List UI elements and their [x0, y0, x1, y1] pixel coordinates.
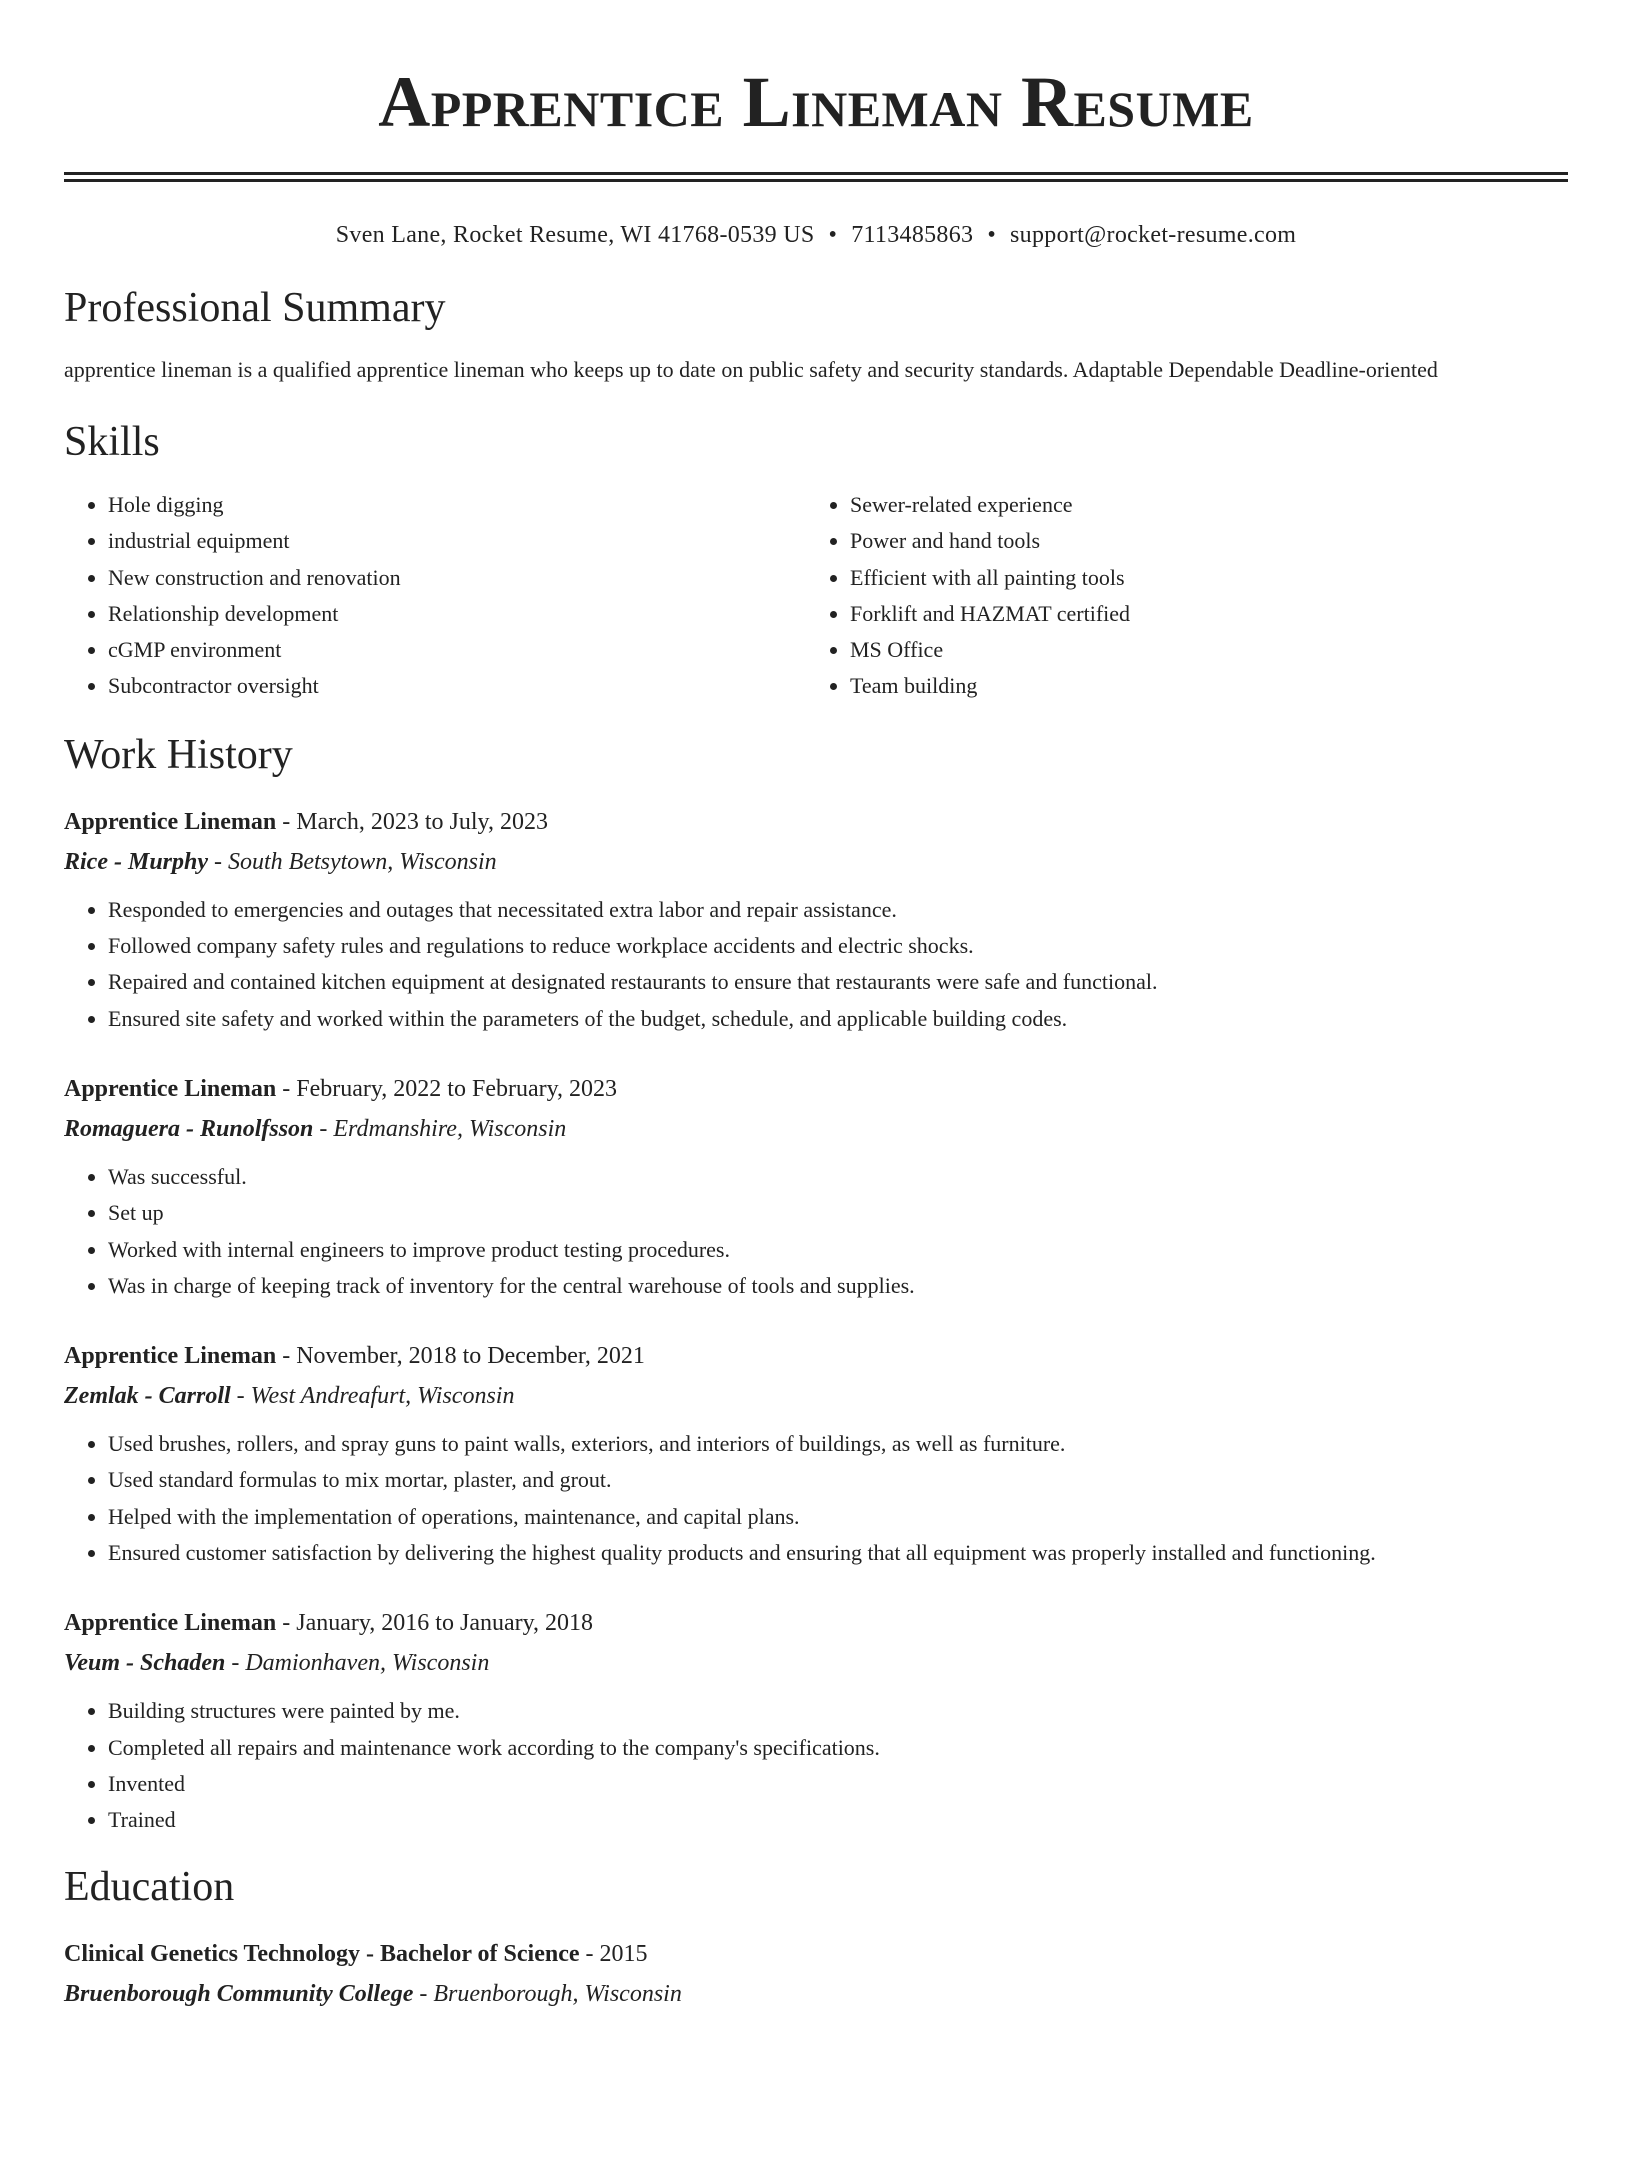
- education-degree-line: [64, 1934, 1568, 1974]
- skill-item: • industrial equipment: [108, 523, 806, 559]
- job-location: - Erdmanshire, Wisconsin: [313, 1115, 567, 1142]
- job-entry: [64, 802, 1568, 1037]
- job-company: Veum - Schaden: [64, 1650, 226, 1677]
- job-entry: [64, 1603, 1568, 1838]
- section-heading-skills: Skills: [64, 419, 160, 465]
- job-bullet: • Ensured site safety and worked within the parameters of the budget, schedule, and applicable building codes.: [108, 1001, 1568, 1037]
- contact-separator: •: [828, 222, 838, 248]
- job-bullet: • Responded to emergencies and outages that necessitated extra labor and repair assistance.: [108, 892, 1568, 928]
- job-location: - Damionhaven, Wisconsin: [225, 1650, 490, 1677]
- job-bullet: • Trained: [108, 1802, 1568, 1838]
- resume-page: [0, 62, 1632, 2014]
- resume-title: Apprentice Lineman Resume: [378, 62, 1254, 142]
- skill-item: • New construction and renovation: [108, 560, 806, 596]
- skills-list-right: [806, 487, 1548, 705]
- job-title: Apprentice Lineman: [64, 1075, 277, 1102]
- job-company-line: [64, 1643, 1568, 1683]
- summary-text: apprentice lineman is a qualified apprentice lineman who keeps up to date on public safety and security standards. Adaptable Dependable Deadline-oriented: [64, 357, 1438, 382]
- section-heading-summary: Professional Summary: [64, 285, 446, 331]
- title-double-rule: [64, 172, 1568, 182]
- job-bullet: • Completed all repairs and maintenance work according to the company's specifications.: [108, 1730, 1568, 1766]
- job-bullets: [64, 892, 1568, 1037]
- job-title: Apprentice Lineman: [64, 808, 277, 835]
- job-title: Apprentice Lineman: [64, 1343, 277, 1370]
- education-school-line: [64, 1974, 1568, 2014]
- job-bullet: • Used standard formulas to mix mortar, plaster, and grout.: [108, 1462, 1568, 1498]
- skill-item: • Forklift and HAZMAT certified: [850, 596, 1548, 632]
- job-bullet: • Was successful.: [108, 1159, 1568, 1195]
- skills-list-left: [64, 487, 806, 705]
- job-title: Apprentice Lineman: [64, 1610, 277, 1637]
- skill-item: • MS Office: [850, 632, 1548, 668]
- job-bullet: • Ensured customer satisfaction by delivering the highest quality products and ensuring that all equipment was properly installed and functioning.: [108, 1535, 1568, 1571]
- skill-item: • cGMP environment: [108, 632, 806, 668]
- skills-columns: [64, 487, 1568, 705]
- job-bullet: • Helped with the implementation of operations, maintenance, and capital plans.: [108, 1499, 1568, 1535]
- job-dates: - February, 2022 to February, 2023: [276, 1075, 618, 1102]
- contact-phone: 7113485863: [851, 222, 974, 248]
- contact-line: [64, 220, 1568, 250]
- skill-item: • Hole digging: [108, 487, 806, 523]
- skill-item: • Relationship development: [108, 596, 806, 632]
- skill-item: • Power and hand tools: [850, 523, 1548, 559]
- job-entry: [64, 1069, 1568, 1304]
- job-bullet: • Repaired and contained kitchen equipment at designated restaurants to ensure that restaurants were safe and functional.: [108, 964, 1568, 1000]
- contact-email: support@rocket-resume.com: [1010, 222, 1297, 248]
- job-bullet: • Set up: [108, 1195, 1568, 1231]
- job-bullets: [64, 1159, 1568, 1304]
- job-bullets: [64, 1426, 1568, 1571]
- job-title-line: [64, 1336, 1568, 1376]
- education-entry: [64, 1934, 1568, 2014]
- professional-summary-section: [64, 284, 1568, 388]
- section-heading-work-history: Work History: [64, 731, 293, 778]
- contact-address: Sven Lane, Rocket Resume, WI 41768-0539 US: [335, 222, 815, 248]
- skill-item: • Sewer-related experience: [850, 487, 1548, 523]
- job-bullet: • Worked with internal engineers to improve product testing procedures.: [108, 1232, 1568, 1268]
- job-bullets: [64, 1693, 1568, 1838]
- education-year: - 2015: [579, 1940, 648, 1967]
- education-degree: Clinical Genetics Technology - Bachelor of Science: [64, 1940, 580, 1967]
- job-company-line: [64, 1376, 1568, 1416]
- skill-item: • Subcontractor oversight: [108, 668, 806, 704]
- job-bullet: • Was in charge of keeping track of inventory for the central warehouse of tools and supplies.: [108, 1268, 1568, 1304]
- skill-item: • Efficient with all painting tools: [850, 560, 1548, 596]
- job-company-line: [64, 1109, 1568, 1149]
- job-bullet: • Building structures were painted by me.: [108, 1693, 1568, 1729]
- job-entry: [64, 1336, 1568, 1571]
- job-dates: - January, 2016 to January, 2018: [276, 1610, 594, 1637]
- education-school: Bruenborough Community College: [64, 1980, 414, 2007]
- education-location: - Bruenborough, Wisconsin: [413, 1980, 682, 2007]
- job-bullet: • Followed company safety rules and regulations to reduce workplace accidents and electric shocks.: [108, 928, 1568, 964]
- job-company: Rice - Murphy: [64, 848, 208, 875]
- skills-section: [64, 418, 1568, 705]
- job-bullet: • Invented: [108, 1766, 1568, 1802]
- job-company-line: [64, 842, 1568, 882]
- job-title-line: [64, 802, 1568, 842]
- job-company: Zemlak - Carroll: [64, 1383, 231, 1410]
- job-title-line: [64, 1069, 1568, 1109]
- education-section: [64, 1863, 1568, 2014]
- contact-separator: •: [987, 222, 997, 248]
- job-title-line: [64, 1603, 1568, 1643]
- work-history-section: [64, 731, 1568, 1839]
- job-dates: - March, 2023 to July, 2023: [276, 808, 548, 835]
- job-location: - South Betsytown, Wisconsin: [208, 848, 497, 875]
- job-dates: - November, 2018 to December, 2021: [276, 1343, 645, 1370]
- skill-item: • Team building: [850, 668, 1548, 704]
- job-bullet: • Used brushes, rollers, and spray guns to paint walls, exteriors, and interiors of buildings, as well as furniture.: [108, 1426, 1568, 1462]
- job-company: Romaguera - Runolfsson: [64, 1115, 314, 1142]
- job-location: - West Andreafurt, Wisconsin: [230, 1383, 515, 1410]
- section-heading-education: Education: [64, 1863, 235, 1910]
